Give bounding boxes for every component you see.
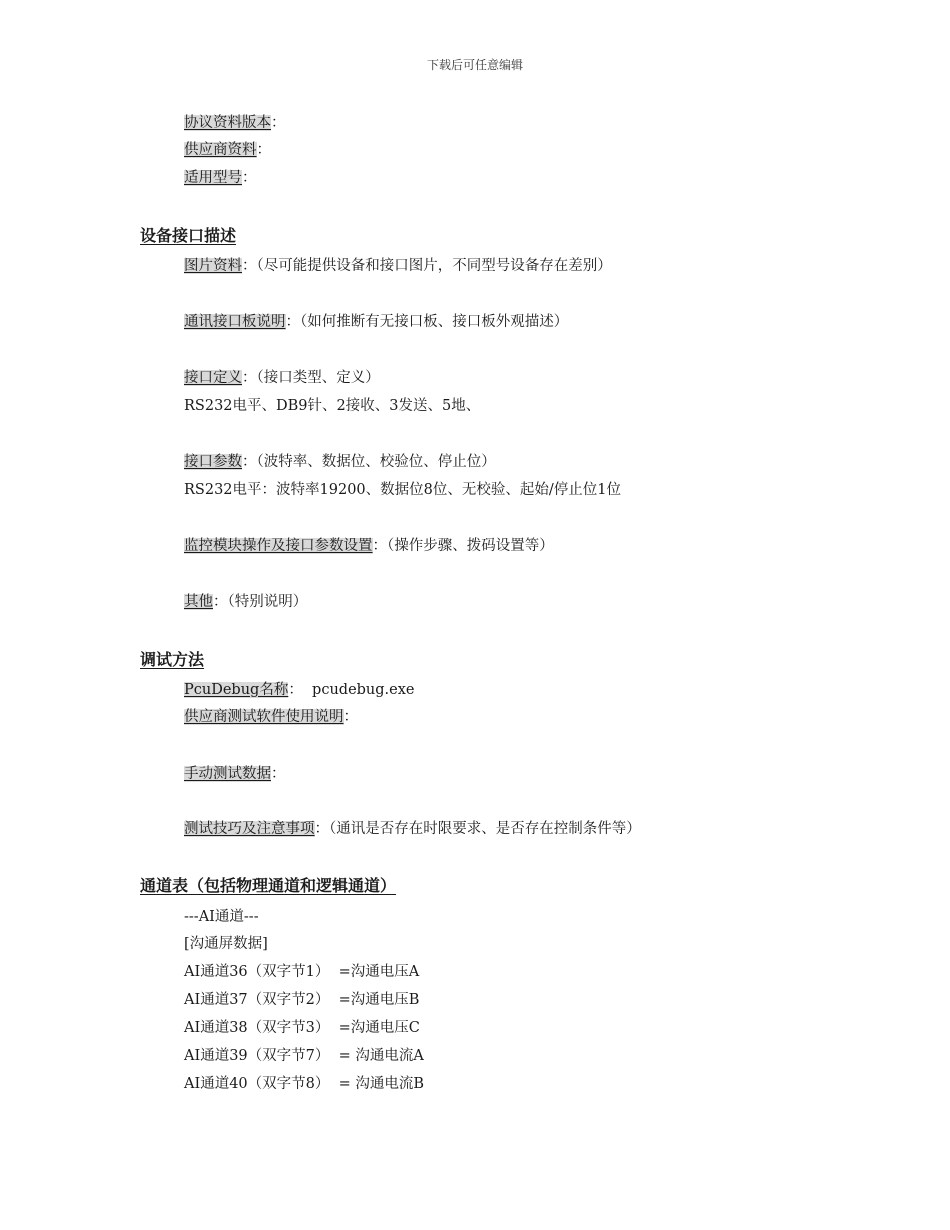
colon: ： xyxy=(343,709,358,725)
other-note: （特别说明） xyxy=(227,594,308,610)
protocol-version-line xyxy=(184,113,286,133)
colon: ： xyxy=(372,538,387,554)
picture-note: （尽可能提供设备和接口图片，不同型号设备存在差别） xyxy=(256,258,612,274)
pcudebug-label: PcuDebug名称 xyxy=(184,682,289,698)
channel-row: AI通道37（双字节2） =沟通电压B xyxy=(184,992,420,1008)
supplier-software-line xyxy=(184,707,358,727)
pcudebug-value: pcudebug.exe xyxy=(312,682,415,698)
pcudebug-line xyxy=(184,680,415,700)
monitor-label: 监控模块操作及接口参数设置 xyxy=(184,538,373,554)
protocol-version-label: 协议资料版本 xyxy=(184,115,271,131)
channel-row: AI通道39（双字节7） = 沟通电流A xyxy=(184,1048,424,1064)
colon: ： xyxy=(242,170,257,186)
model-line xyxy=(184,168,257,188)
picture-label: 图片资料 xyxy=(184,258,242,274)
param-value: RS232电平：波特率19200、数据位8位、无校验、起始/停止位1位 xyxy=(184,482,621,498)
monitor-line xyxy=(184,536,554,556)
manual-test-label: 手动测试数据 xyxy=(184,766,271,782)
board-note: （如何推断有无接口板、接口板外观描述） xyxy=(300,314,569,330)
supplier-label: 供应商资料 xyxy=(184,142,257,158)
supplier-software-label: 供应商测试软件使用说明 xyxy=(184,709,344,725)
colon: ： xyxy=(271,766,286,782)
def-note: （接口类型、定义） xyxy=(256,370,380,386)
ai-channel-header: ---AI通道--- xyxy=(184,909,259,925)
colon: ： xyxy=(314,821,329,837)
colon: ： xyxy=(285,314,300,330)
board-line xyxy=(184,312,568,332)
other-line xyxy=(184,592,307,612)
channel-group-title: [沟通屏数据] xyxy=(184,936,268,952)
colon: ： xyxy=(242,454,257,470)
def-label: 接口定义 xyxy=(184,370,242,386)
picture-line xyxy=(184,256,612,276)
colon: ： xyxy=(288,682,303,698)
channel-row: AI通道40（双字节8） = 沟通电流B xyxy=(184,1076,425,1092)
colon: ： xyxy=(271,115,286,131)
param-note: （波特率、数据位、校验位、停止位） xyxy=(256,454,496,470)
section-debug-title: 调试方法 xyxy=(140,650,205,669)
def-line xyxy=(184,368,380,388)
colon: ： xyxy=(256,142,271,158)
tips-note: （通讯是否存在时限要求、是否存在控制条件等） xyxy=(329,821,641,837)
colon: ： xyxy=(242,370,257,386)
colon: ： xyxy=(213,594,228,610)
model-label: 适用型号 xyxy=(184,170,242,186)
param-label: 接口参数 xyxy=(184,454,242,470)
other-label: 其他 xyxy=(184,594,213,610)
tips-label: 测试技巧及注意事项 xyxy=(184,821,315,837)
colon: ： xyxy=(242,258,257,274)
section-channels-title: 通道表（包括物理通道和逻辑通道） xyxy=(140,876,397,895)
manual-test-line xyxy=(184,764,286,784)
param-line xyxy=(184,452,496,472)
board-label: 通讯接口板说明 xyxy=(184,314,286,330)
tips-line xyxy=(184,819,641,839)
channel-row: AI通道38（双字节3） =沟通电压C xyxy=(184,1020,420,1036)
supplier-line xyxy=(184,140,271,160)
channel-row: AI通道36（双字节1） =沟通电压A xyxy=(184,964,420,980)
monitor-note: （操作步骤、拨码设置等） xyxy=(387,538,554,554)
page-header: 下载后可任意编辑 xyxy=(426,58,523,72)
section-interface-title: 设备接口描述 xyxy=(140,226,237,245)
def-value: RS232电平、DB9针、2接收、3发送、5地、 xyxy=(184,398,481,414)
